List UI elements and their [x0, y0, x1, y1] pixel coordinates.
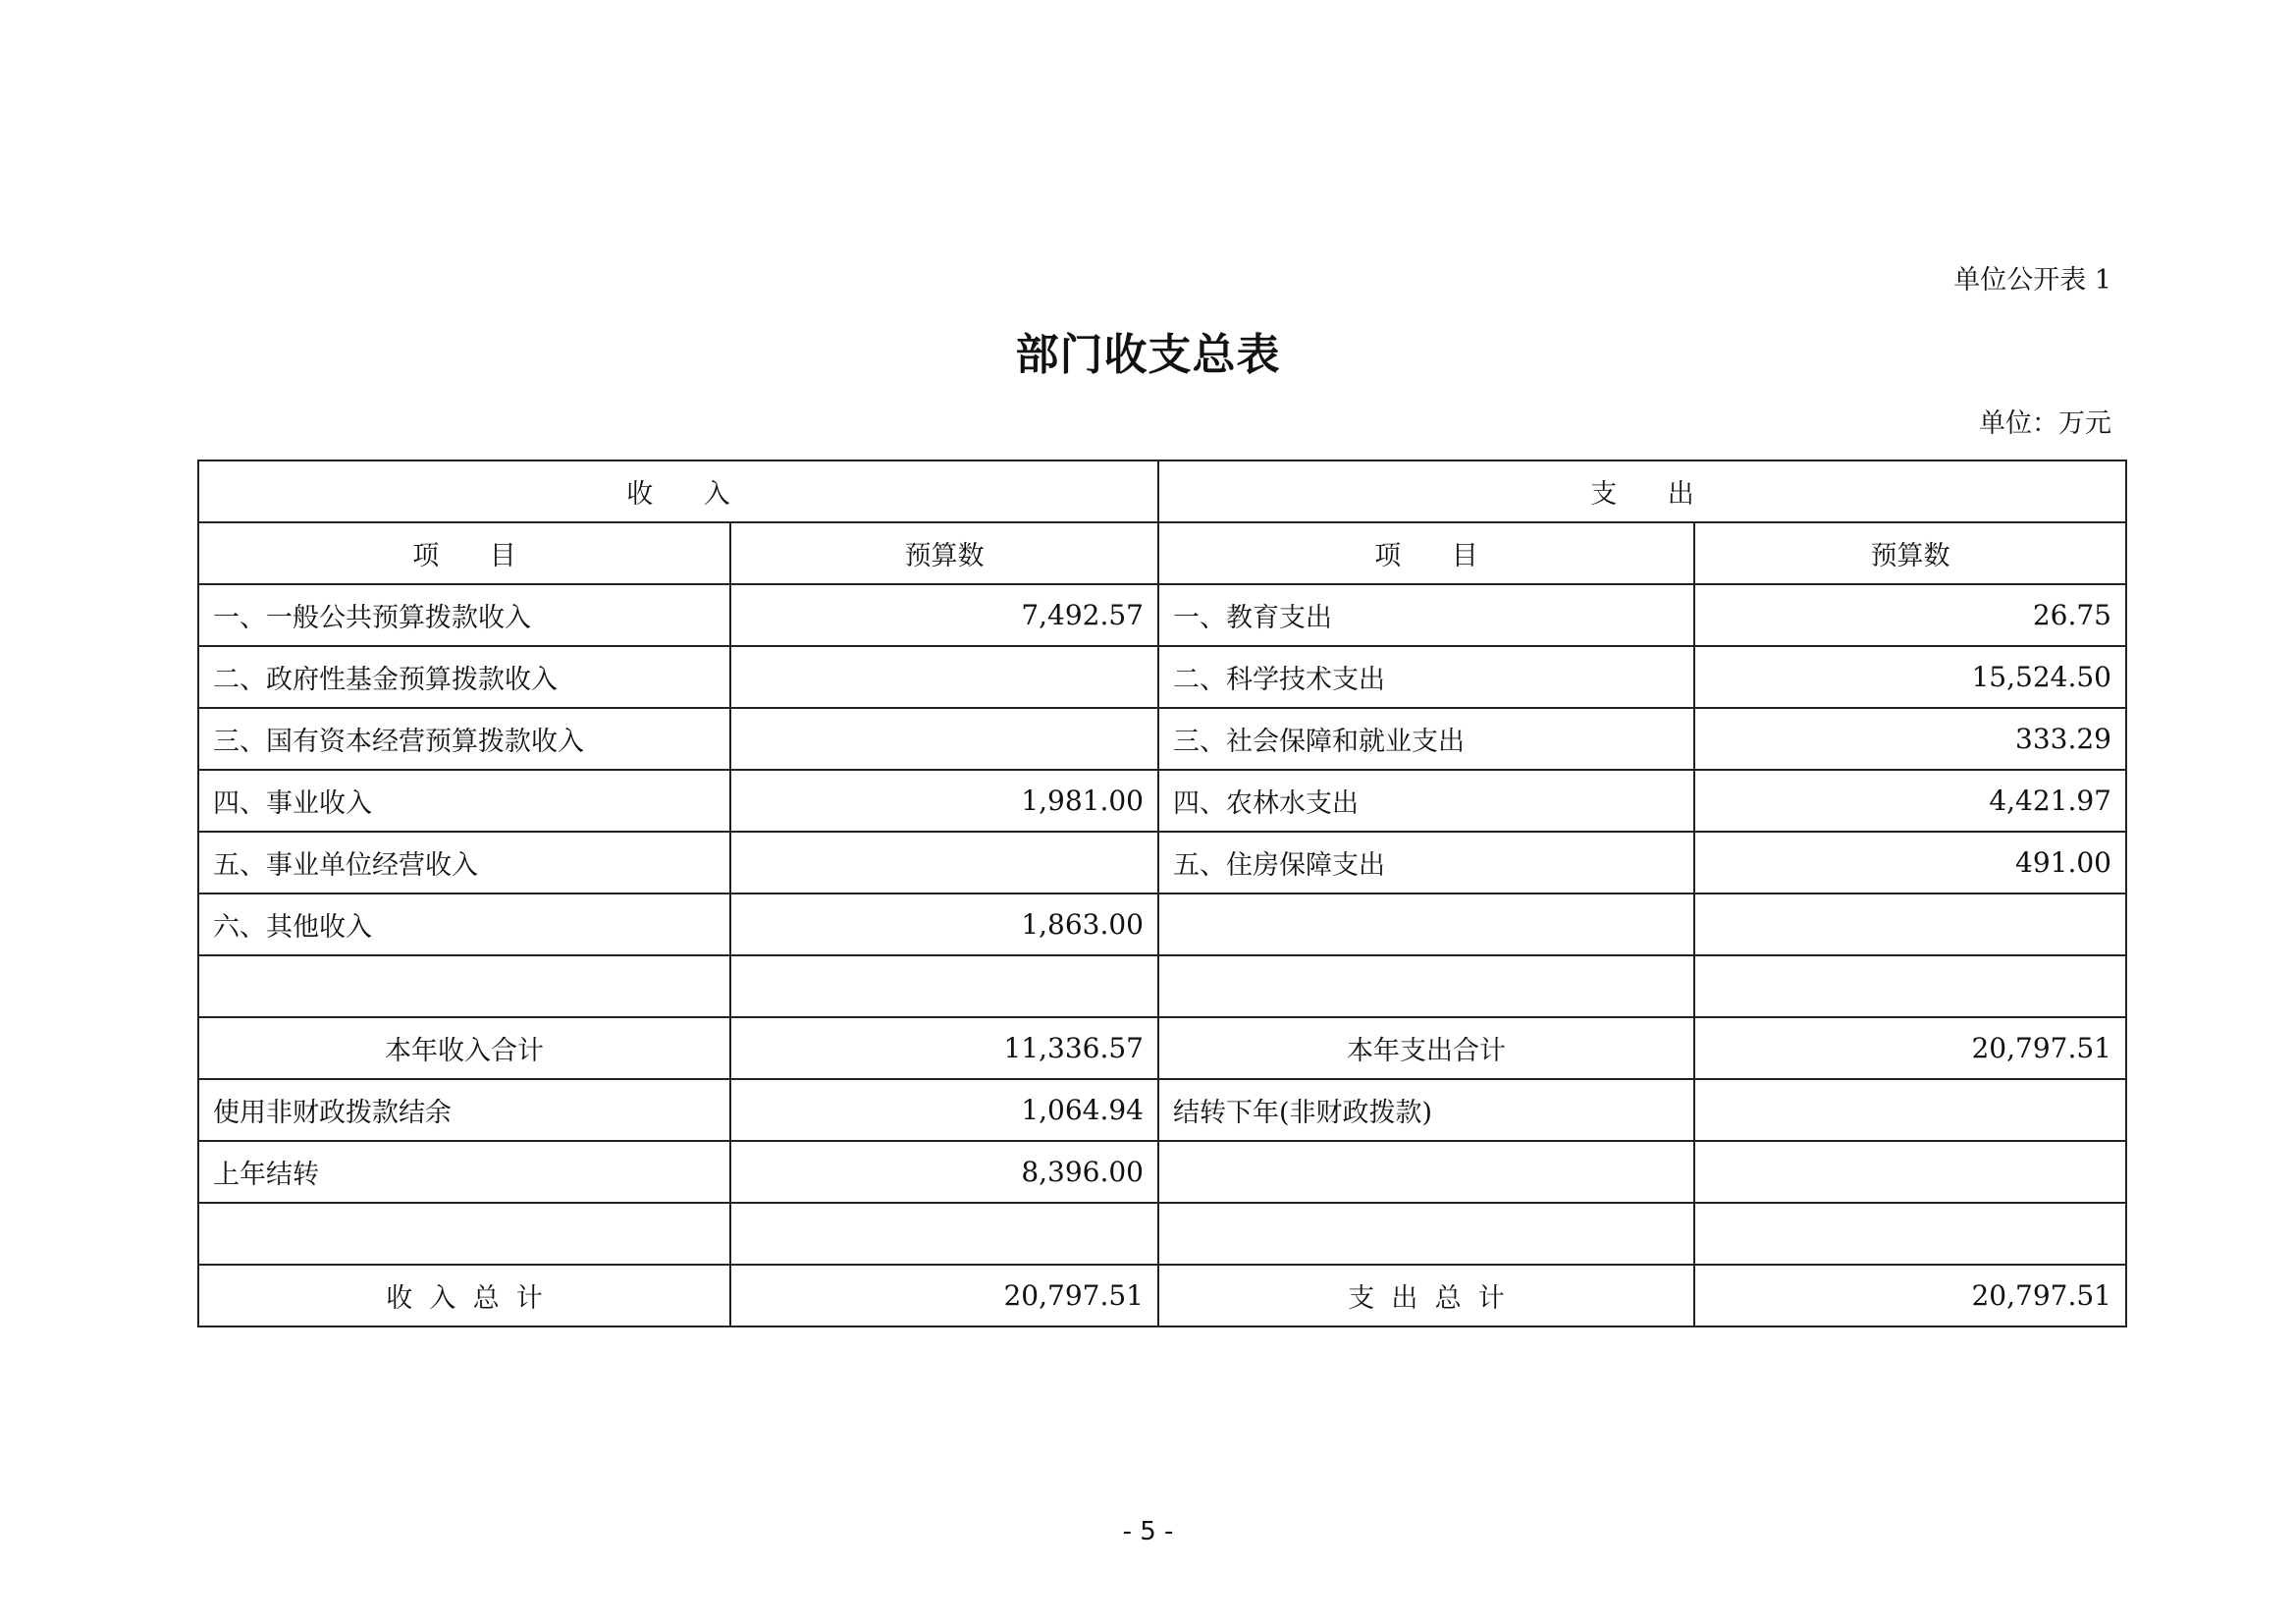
table-row [198, 832, 2126, 893]
expense-item: 一、教育支出 [1158, 584, 1694, 646]
grand-total-row [198, 1265, 2126, 1326]
income-item: 五、事业单位经营收入 [198, 832, 730, 893]
income-item: 一、一般公共预算拨款收入 [198, 584, 730, 646]
expense-item-header: 项 目 [1158, 522, 1694, 584]
expense-item: 五、住房保障支出 [1158, 832, 1694, 893]
income-item: 二、政府性基金预算拨款收入 [198, 646, 730, 708]
income-value [730, 646, 1158, 708]
income-section-header: 收 入 [198, 460, 1158, 522]
expense-item [1158, 955, 1694, 1017]
year-expense-total-value: 20,797.51 [1694, 1017, 2126, 1079]
expense-item [1158, 893, 1694, 955]
expense-value [1694, 1079, 2126, 1141]
grand-expense-total-label: 支 出 总 计 [1158, 1265, 1694, 1326]
expense-value [1694, 1141, 2126, 1203]
expense-section-header: 支 出 [1158, 460, 2126, 522]
table-row-empty [198, 1203, 2126, 1265]
section-header-row [198, 460, 2126, 522]
expense-item [1158, 1141, 1694, 1203]
income-value: 1,981.00 [730, 770, 1158, 832]
expense-item: 三、社会保障和就业支出 [1158, 708, 1694, 770]
column-header-row [198, 522, 2126, 584]
income-value: 7,492.57 [730, 584, 1158, 646]
table-row [198, 1079, 2126, 1141]
expense-value: 4,421.97 [1694, 770, 2126, 832]
expense-value [1694, 1203, 2126, 1265]
year-total-row [198, 1017, 2126, 1079]
table-row [198, 893, 2126, 955]
table-row [198, 646, 2126, 708]
income-item [198, 1203, 730, 1265]
expense-value [1694, 955, 2126, 1017]
expense-value: 491.00 [1694, 832, 2126, 893]
table-row [198, 1141, 2126, 1203]
income-item: 六、其他收入 [198, 893, 730, 955]
expense-value [1694, 893, 2126, 955]
income-value [730, 832, 1158, 893]
unit-note: 单位：万元 [1979, 408, 2111, 439]
expense-value: 15,524.50 [1694, 646, 2126, 708]
income-item: 使用非财政拨款结余 [198, 1079, 730, 1141]
table-row [198, 708, 2126, 770]
income-item: 三、国有资本经营预算拨款收入 [198, 708, 730, 770]
form-code-label: 单位公开表 1 [1953, 265, 2111, 296]
page-number: - 5 - [1122, 1517, 1174, 1546]
income-value: 8,396.00 [730, 1141, 1158, 1203]
grand-income-total-label: 收 入 总 计 [198, 1265, 730, 1326]
income-value [730, 708, 1158, 770]
expense-item [1158, 1203, 1694, 1265]
income-value: 1,064.94 [730, 1079, 1158, 1141]
income-expense-table [197, 460, 2127, 1327]
table-row [198, 584, 2126, 646]
table-row-empty [198, 955, 2126, 1017]
year-income-total-value: 11,336.57 [730, 1017, 1158, 1079]
income-item: 四、事业收入 [198, 770, 730, 832]
income-item [198, 955, 730, 1017]
year-income-total-label: 本年收入合计 [198, 1017, 730, 1079]
expense-value: 333.29 [1694, 708, 2126, 770]
expense-item: 结转下年(非财政拨款) [1158, 1079, 1694, 1141]
income-value [730, 955, 1158, 1017]
income-value [730, 1203, 1158, 1265]
income-budget-header: 预算数 [730, 522, 1158, 584]
grand-income-total-value: 20,797.51 [730, 1265, 1158, 1326]
year-expense-total-label: 本年支出合计 [1158, 1017, 1694, 1079]
income-item-header: 项 目 [198, 522, 730, 584]
expense-item: 四、农林水支出 [1158, 770, 1694, 832]
page-title: 部门收支总表 [1015, 330, 1281, 380]
grand-expense-total-value: 20,797.51 [1694, 1265, 2126, 1326]
expense-budget-header: 预算数 [1694, 522, 2126, 584]
table-row [198, 770, 2126, 832]
expense-item: 二、科学技术支出 [1158, 646, 1694, 708]
income-item: 上年结转 [198, 1141, 730, 1203]
expense-value: 26.75 [1694, 584, 2126, 646]
income-value: 1,863.00 [730, 893, 1158, 955]
